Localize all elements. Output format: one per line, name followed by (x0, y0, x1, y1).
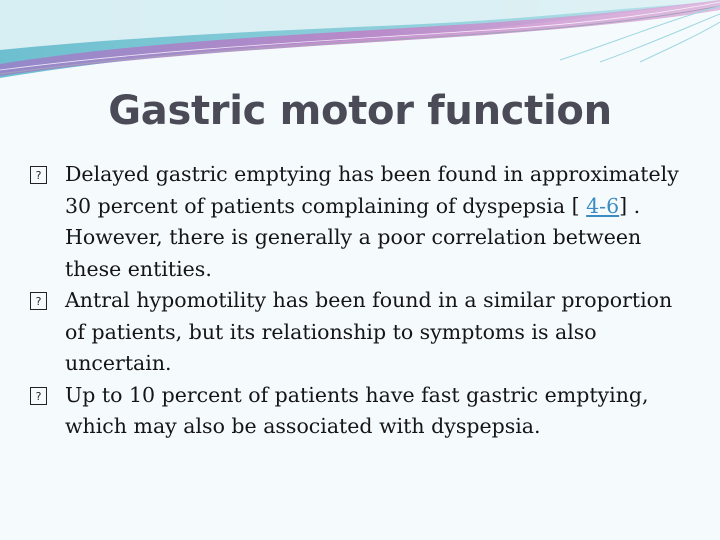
bullet-paragraph-antral-hypomotility (30, 285, 690, 380)
citation-link[interactable]: 4-6 (586, 193, 620, 218)
slide-body (30, 159, 690, 443)
paragraph-text: ] . However, there is generally a poor correlation between these entities. (65, 193, 642, 281)
bullet-paragraph-delayed-emptying (30, 159, 690, 285)
missing-glyph-bullet-icon (30, 166, 47, 184)
paragraph-text: Up to 10 percent of patients have fast gastric emptying, which may also be associated with dyspepsia. (65, 382, 649, 438)
bullet-paragraph-fast-emptying (30, 380, 690, 443)
header-wave-decoration (0, 0, 720, 80)
slide-title: Gastric motor function (108, 88, 612, 134)
missing-glyph-bullet-icon (30, 292, 47, 310)
paragraph-text: Delayed gastric emptying has been found in approximately 30 percent of patients complaining of dyspepsia [ (65, 162, 679, 218)
missing-glyph-bullet-icon (30, 387, 47, 405)
paragraph-text: Antral hypomotility has been found in a similar proportion of patients, but its relationship to symptoms is also uncertain. (65, 288, 673, 375)
